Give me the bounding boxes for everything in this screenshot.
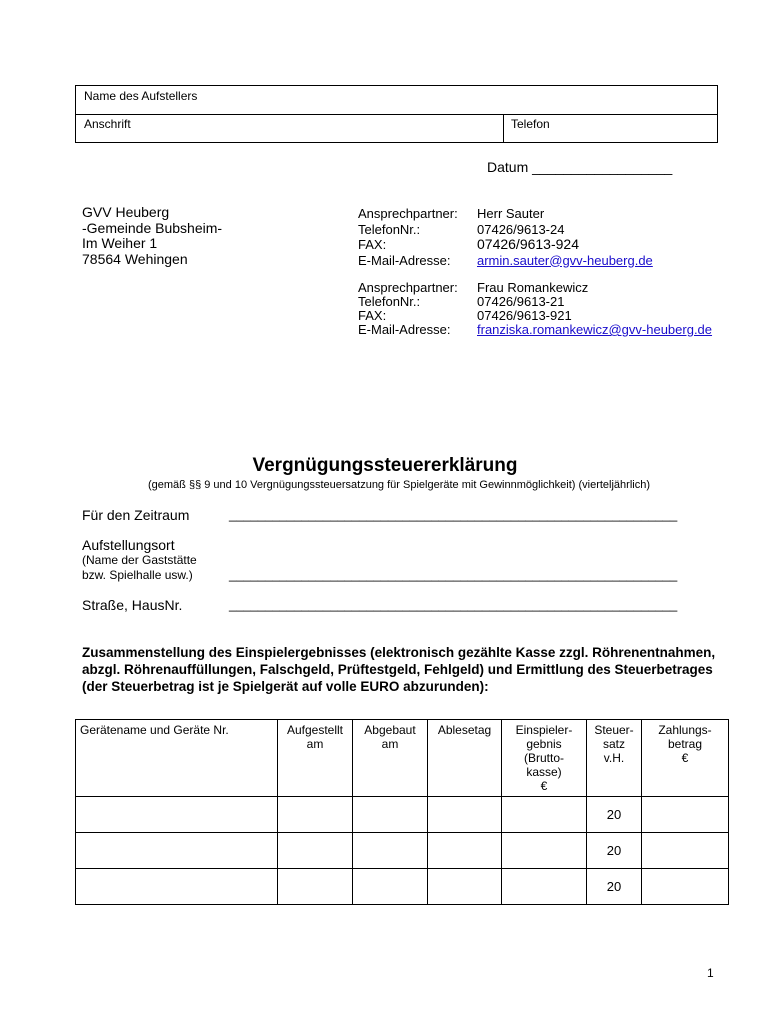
table-header-row [76,720,729,797]
contact-label: Ansprechpartner: [358,280,458,295]
cell-input[interactable] [353,833,428,869]
cell-input[interactable] [278,797,353,833]
col-device-name [76,720,278,797]
col-payment [642,720,729,797]
header-text: gebnis [526,737,562,751]
col-removed [353,720,428,797]
header-text: betrag [667,737,703,751]
cell-input[interactable] [76,869,278,905]
header-text: Aufgestellt [286,723,344,737]
header-text: am [306,737,324,751]
contact-label: FAX: [358,237,387,252]
cell-input[interactable] [428,833,502,869]
period-field[interactable]: ______________________________________________________________ [229,507,678,522]
contact-label: E-Mail-Adresse: [358,252,451,268]
period-label: Für den Zeitraum [82,507,190,523]
applicant-name-label: Name des Aufstellers [84,89,198,103]
col-installed [278,720,353,797]
contact-email-link[interactable]: franziska.romankewicz@gvv-heuberg.de [477,322,713,337]
street-field[interactable]: ______________________________________________________________ [229,597,678,612]
divider [503,115,504,143]
cell-input[interactable] [642,797,729,833]
header-text: Steuer- [594,723,634,737]
header-text: Einspieler- [515,723,573,737]
location-field[interactable]: ______________________________________________________________ [229,567,678,582]
contact-fax: 07426/9613-921 [477,308,572,323]
col-gross-result [502,720,587,797]
contact-label: FAX: [358,308,387,323]
contact-label: TelefonNr.: [358,221,421,237]
recipient-line: Im Weiher 1 [82,235,158,251]
location-label: Aufstellungsort [82,537,175,553]
contact-name: Herr Sauter [477,206,545,221]
contact-phone: 07426/9613-21 [477,294,565,309]
header-text: € [540,779,548,793]
cell-input[interactable] [76,797,278,833]
cell-input[interactable] [642,833,729,869]
location-hint: (Name der Gaststätte [82,553,197,567]
phone-label: Telefon [511,117,550,131]
cell-input[interactable] [278,869,353,905]
street-label: Straße, HausNr. [82,597,183,613]
header-text: v.H. [603,751,625,765]
header-text: satz [602,737,625,751]
cell-input[interactable] [278,833,353,869]
cell-input[interactable] [428,869,502,905]
table-row [76,869,729,905]
col-reading-day [428,720,502,797]
header-text: Abgebaut [364,723,416,737]
instructions-text: Zusammenstellung des Einspielergebnisses (elektronisch gezählte Kasse zzgl. Röhrenentnahmen, abzgl. Röhrenauffüllungen, Falschgeld, Prüftestgeld, Fehlgeld) und Ermittlung des Steuerbetrages (der Steuerbetrag ist je Spielgerät auf volle EURO abzurunden): [82,645,716,694]
contact-label: Ansprechpartner: [358,206,458,221]
tax-rate-cell: 20 [587,833,642,869]
contact-name: Frau Romankewicz [477,280,589,295]
cell-input[interactable] [353,869,428,905]
header-text: Ablesetag [437,723,492,737]
contact-phone: 07426/9613-24 [477,221,565,237]
recipient-line: -Gemeinde Bubsheim- [82,219,223,236]
header-text: Gerätename und Geräte Nr. [80,723,229,737]
recipient-line: GVV Heuberg [82,204,170,220]
cell-input[interactable] [502,869,587,905]
cell-input[interactable] [353,797,428,833]
contact-fax: 07426/9613-924 [477,236,579,252]
address-label: Anschrift [84,117,131,131]
header-text: am [381,737,399,751]
contact-2-labels [358,281,458,337]
cell-input[interactable] [502,797,587,833]
cell-input[interactable] [642,869,729,905]
contact-2-values [477,281,712,337]
cell-input[interactable] [428,797,502,833]
contact-1-labels [358,206,458,268]
document-title: Vergnügungssteuererklärung [252,455,518,476]
contact-1-values [477,206,653,268]
location-hint: bzw. Spielhalle usw.) [82,568,193,582]
document-subtitle: (gemäß §§ 9 und 10 Vergnügungssteuersatzung für Spielgeräte mit Gewinnmöglichkeit) (vierteljährlich) [148,479,650,491]
recipient-line: 78564 Wehingen [82,250,188,267]
header-text: € [681,751,689,765]
contact-email-link[interactable]: armin.sauter@gvv-heuberg.de [477,252,653,268]
cell-input[interactable] [76,833,278,869]
page-number: 1 [707,966,714,980]
applicant-box [75,85,718,143]
tax-rate-cell: 20 [587,869,642,905]
contact-label: E-Mail-Adresse: [358,322,451,337]
date-field[interactable]: Datum __________________ [487,159,673,175]
applicant-name-row[interactable] [76,86,717,115]
contact-label: TelefonNr.: [358,294,421,309]
recipient-address [82,205,222,267]
tax-rate-cell: 20 [587,797,642,833]
table-row [76,833,729,869]
table-row [76,797,729,833]
header-text: Zahlungs- [658,723,712,737]
header-text: kasse) [526,765,562,779]
device-table [75,719,729,905]
col-tax-rate [587,720,642,797]
cell-input[interactable] [502,833,587,869]
header-text: (Brutto- [523,751,564,765]
